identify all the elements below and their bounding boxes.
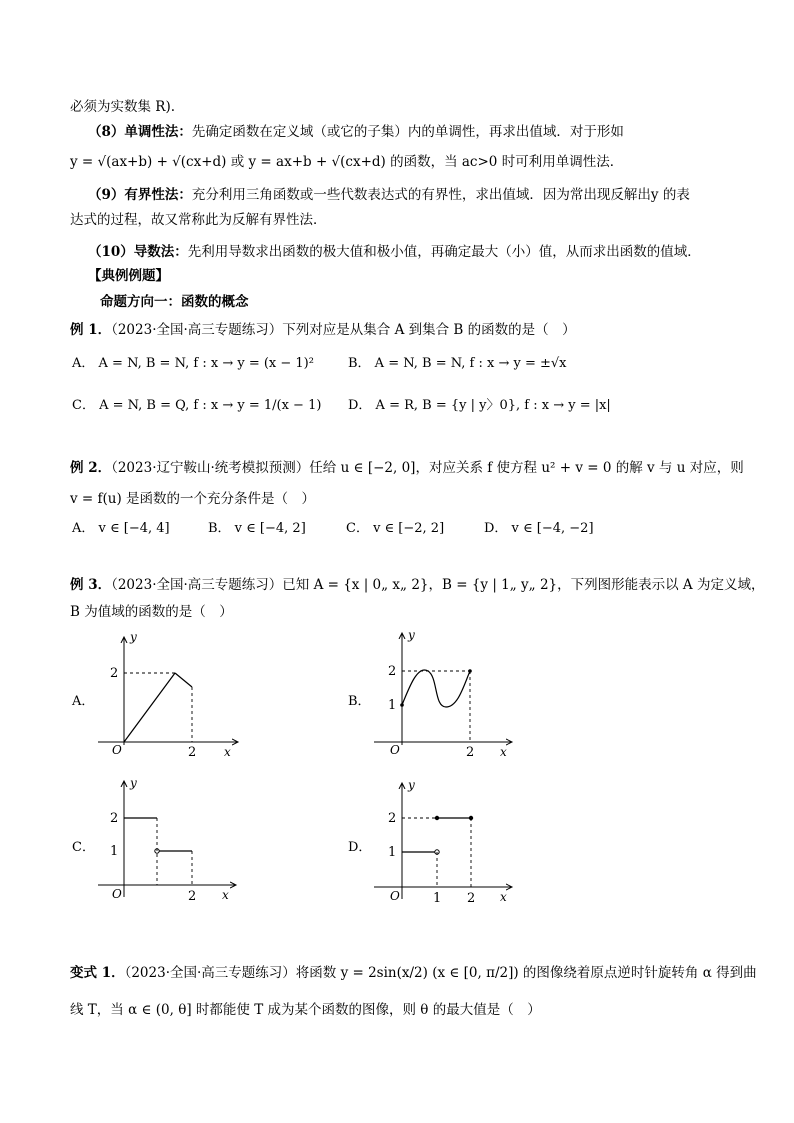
graph-b-curve (402, 670, 470, 707)
method-10-line: （10）导数法：先利用导数求出函数的极大值和极小值，再确定最大（小）值，从而求出函数的值域． (88, 244, 701, 260)
graph-c-xtick-2: 2 (188, 889, 197, 904)
graph-c[interactable] (90, 775, 250, 910)
para-range-note: 必须为实数集 R). (70, 99, 176, 115)
graph-b-ytick-2: 2 (388, 664, 397, 679)
graph-b-y-label: y (408, 628, 415, 642)
graph-c-origin: O (112, 887, 122, 901)
example-2-stem: 例 2．（2023·辽宁鞍山·统考模拟预测）任给 u ∈ [−2, 0]，对应关系 f 使方程 u² + v = 0 的解 v 与 u 对应，则 (70, 460, 744, 476)
graph-a-origin: O (112, 743, 122, 757)
graph-a-x-label: x (224, 745, 231, 759)
graph-d-y-label: y (408, 778, 415, 792)
graph-a-y-label: y (130, 630, 137, 644)
direction-heading: 命题方向一：函数的概念 (100, 294, 249, 310)
method-8-formula: y = √(ax+b) + √(cx+d) 或 y = ax+b + √(cx+d) 的函数，当 ac>0 时可利用单调性法． (70, 154, 624, 170)
graph-c-x-label: x (222, 888, 229, 902)
graph-d-x-label: x (500, 890, 507, 904)
example-2-option-b[interactable]: B． v ∈ [−4, 2] (208, 521, 306, 536)
graph-b[interactable] (366, 625, 526, 760)
method-8-line1: （8）单调性法：先确定函数在定义域（或它的子集）内的单调性，再求出值域．对于形如 (88, 124, 624, 140)
graph-b-ytick-1: 1 (388, 698, 397, 713)
example-1-option-b[interactable]: B． A = N, B = N, f : x → y = ±√x (348, 356, 567, 371)
graph-d-origin: O (390, 889, 400, 903)
graph-d-ytick-1: 1 (388, 845, 397, 860)
example-3-label: 例 3． (70, 577, 112, 593)
graph-d-ytick-2: 2 (388, 811, 397, 826)
graph-d-label[interactable]: D． (348, 840, 372, 855)
graph-b-xtick-2: 2 (466, 745, 475, 760)
graph-c-y-label: y (130, 776, 137, 790)
example-2-option-a[interactable]: A． v ∈ [−4, 4] (72, 521, 170, 536)
example-1-option-c[interactable]: C． A = N, B = Q, f : x → y = 1/(x − 1) (72, 398, 322, 413)
graph-d-xtick-2: 2 (467, 891, 476, 906)
example-2-option-d[interactable]: D． v ∈ [−4, −2] (484, 521, 594, 536)
graph-b-x-label: x (500, 745, 507, 759)
variant-1-label: 变式 1． (70, 965, 125, 981)
graph-a-label[interactable]: A． (72, 694, 95, 709)
example-1-stem: 例 1．（2023·全国·高三专题练习）下列对应是从集合 A 到集合 B 的函数的是（ ） (70, 322, 576, 338)
example-3-stem: 例 3．（2023·全国·高三专题练习）已知 A = {x | 0„ x„ 2}，B = {y | 1„ y„ 2}，下列图形能表示以 A 为定义域， (70, 577, 765, 593)
example-2-option-c[interactable]: C． v ∈ [−2, 2] (346, 521, 445, 536)
example-2-label: 例 2． (70, 460, 112, 476)
graph-c-ytick-2: 2 (110, 811, 119, 826)
graph-a[interactable] (90, 625, 250, 760)
graph-c-ytick-1: 1 (110, 844, 119, 859)
example-2-stem-2: v = f(u) 是函数的一个充分条件是（ ） (70, 491, 316, 507)
example-1-option-a[interactable]: A． A = N, B = N, f : x → y = (x − 1)² (72, 356, 314, 371)
graph-d[interactable] (366, 775, 526, 910)
graph-a-curve-segment-1 (124, 673, 175, 742)
method-9-label: （9）有界性法： (88, 187, 192, 203)
method-9-line1: （9）有界性法：充分利用三角函数或一些代数表达式的有界性，求出值域．因为常出现反解出y 的表 (88, 187, 690, 203)
graph-a-curve-segment-2 (175, 673, 192, 687)
section-heading: 【典例例题】 (88, 268, 169, 284)
graph-c-label[interactable]: C． (72, 840, 95, 855)
method-8-label: （8）单调性法： (88, 124, 192, 140)
method-10-label: （10）导数法： (88, 244, 188, 260)
example-3-stem-2: B 为值域的函数的是（ ） (70, 604, 233, 620)
example-1-label: 例 1． (70, 322, 112, 338)
graph-b-label[interactable]: B． (348, 694, 371, 709)
example-1-option-d[interactable]: D． A = R, B = {y | y〉0}, f : x → y = |x| (348, 398, 611, 413)
variant-1-stem: 变式 1．（2023·全国·高三专题练习）将函数 y = 2sin(x/2) (x ∈ [0, π/2]) 的图像绕着原点逆时针旋转角 α 得到曲 (70, 965, 757, 981)
graph-a-ytick-2: 2 (110, 666, 119, 681)
variant-1-stem-2: 线 T，当 α ∈ (0, θ] 时都能使 T 成为某个函数的图像，则 θ 的最大值是（ ） (70, 1002, 541, 1018)
graph-d-xtick-1: 1 (433, 891, 442, 906)
graph-b-origin: O (390, 743, 400, 757)
graph-b-start-point (400, 703, 404, 707)
method-9-line2: 达式的过程，故又常称此为反解有界性法． (70, 212, 327, 228)
graph-a-xtick-2: 2 (188, 745, 197, 760)
